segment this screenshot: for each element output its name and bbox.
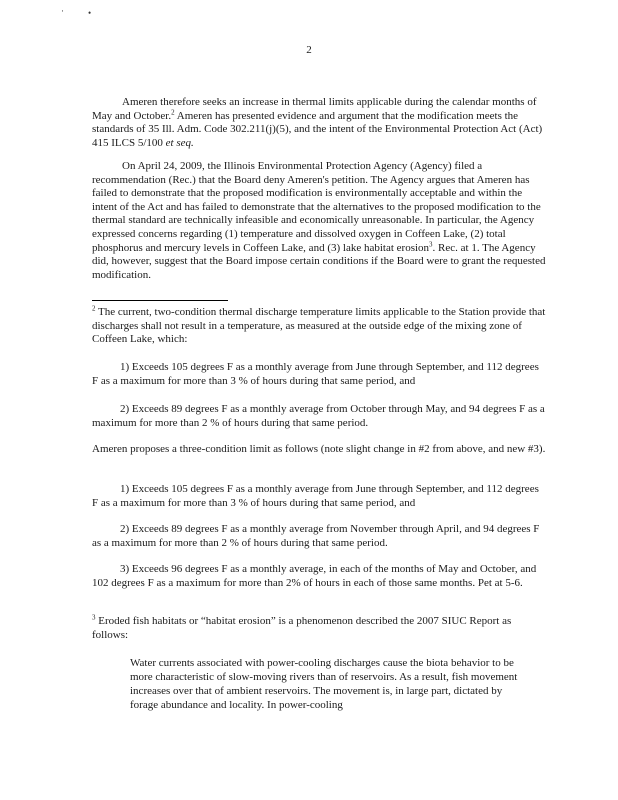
footnote-2-proposed-item-3: 3) Exceeds 96 degrees F as a monthly average, in each of the months of May and October, and 102 degrees F as a maximum for more than 2% of hours in each of those same months. Pet at 5-6. (92, 563, 537, 589)
footnote-2 (92, 306, 546, 347)
paragraph-text: . Rec. at 1. The Agency did, however, suggest that the Board impose certain conditions if the Board were to grant the requested modification. (92, 241, 546, 281)
page-number: 2 (306, 44, 312, 56)
body-paragraph-2 (92, 160, 546, 282)
paragraph-text: Ameren has presented evidence and argument that the modification meets the standards of 35 Ill. Adm. Code 302.211(j)(5), and the intent of the Environmental Protection Act (Act) 415 ILCS 5/100 (92, 109, 543, 149)
footnote-2-item-2: 2) Exceeds 89 degrees F as a monthly average from October through May, and 94 degrees F as a maximum for more than 2 % of hours during that same period. (92, 403, 545, 429)
paragraph-text: Ameren therefore seeks an increase in thermal limits applicable during the calendar months of May and October. (92, 96, 537, 122)
footnote-2-proposed-item-1: 1) Exceeds 105 degrees F as a monthly average from June through September, and 112 degrees F as a maximum for more than 3 % of hours during that same period, and (92, 483, 539, 509)
footnote-divider (92, 300, 228, 301)
footnote-marker: 3 (92, 613, 96, 622)
scan-speck: · (61, 6, 64, 16)
footnote-marker: 2 (92, 304, 96, 313)
footnote-3 (92, 614, 546, 642)
footnote-2-proposed-item-2: 2) Exceeds 89 degrees F as a monthly average from November through April, and 94 degrees F as a maximum for more than 2 % of hours during that same period. (92, 523, 540, 549)
footnote-3-quote: Water currents associated with power-cooling discharges cause the biota behavior to be more characteristic of slow-moving rivers than of reservoirs. As a result, fish movement increases over that of ambient reservoirs. The movement is, in large part, dictated by forage abundance and locality. In power-cooling (130, 657, 518, 711)
et-seq: et seq. (165, 136, 194, 149)
footnote-2-item-1: 1) Exceeds 105 degrees F as a monthly average from June through September, and 112 degrees F as a maximum for more than 3 % of hours during that same period, and (92, 361, 539, 387)
footnote-ref-3: 3 (429, 239, 433, 248)
footnote-2-proposal: Ameren proposes a three-condition limit as follows (note slight change in #2 from above, and new #3). (92, 443, 546, 455)
footnote-text: Eroded fish habitats or “habitat erosion” is a phenomenon described the 2007 SIUC Report as follows: (92, 615, 512, 641)
scan-speck: • (88, 8, 92, 18)
body-paragraph-1 (92, 96, 546, 150)
footnote-ref-2: 2 (171, 107, 175, 116)
paragraph-text: On April 24, 2009, the Illinois Environmental Protection Agency (Agency) filed a recommendation (Rec.) that the Board deny Ameren's petition. The Agency argues that Ameren has failed to demonstrate that the proposed modification is environmentally acceptable and within the intent of the Act and has failed to demonstrate that the alternatives to the proposed modification to the thermal standard are technically infeasible and economically unreasonable. In particular, the Agency expressed concerns regarding (1) temperature and dissolved oxygen in Coffeen Lake, (2) total phosphorus and mercury levels in Coffeen Lake, and (3) lake habitat erosion (92, 160, 541, 254)
footnote-text: The current, two-condition thermal discharge temperature limits applicable to the Station provide that discharges shall not result in a temperature, as measured at the outside edge of the mixing zone of Coffeen Lake, which: (92, 306, 546, 346)
